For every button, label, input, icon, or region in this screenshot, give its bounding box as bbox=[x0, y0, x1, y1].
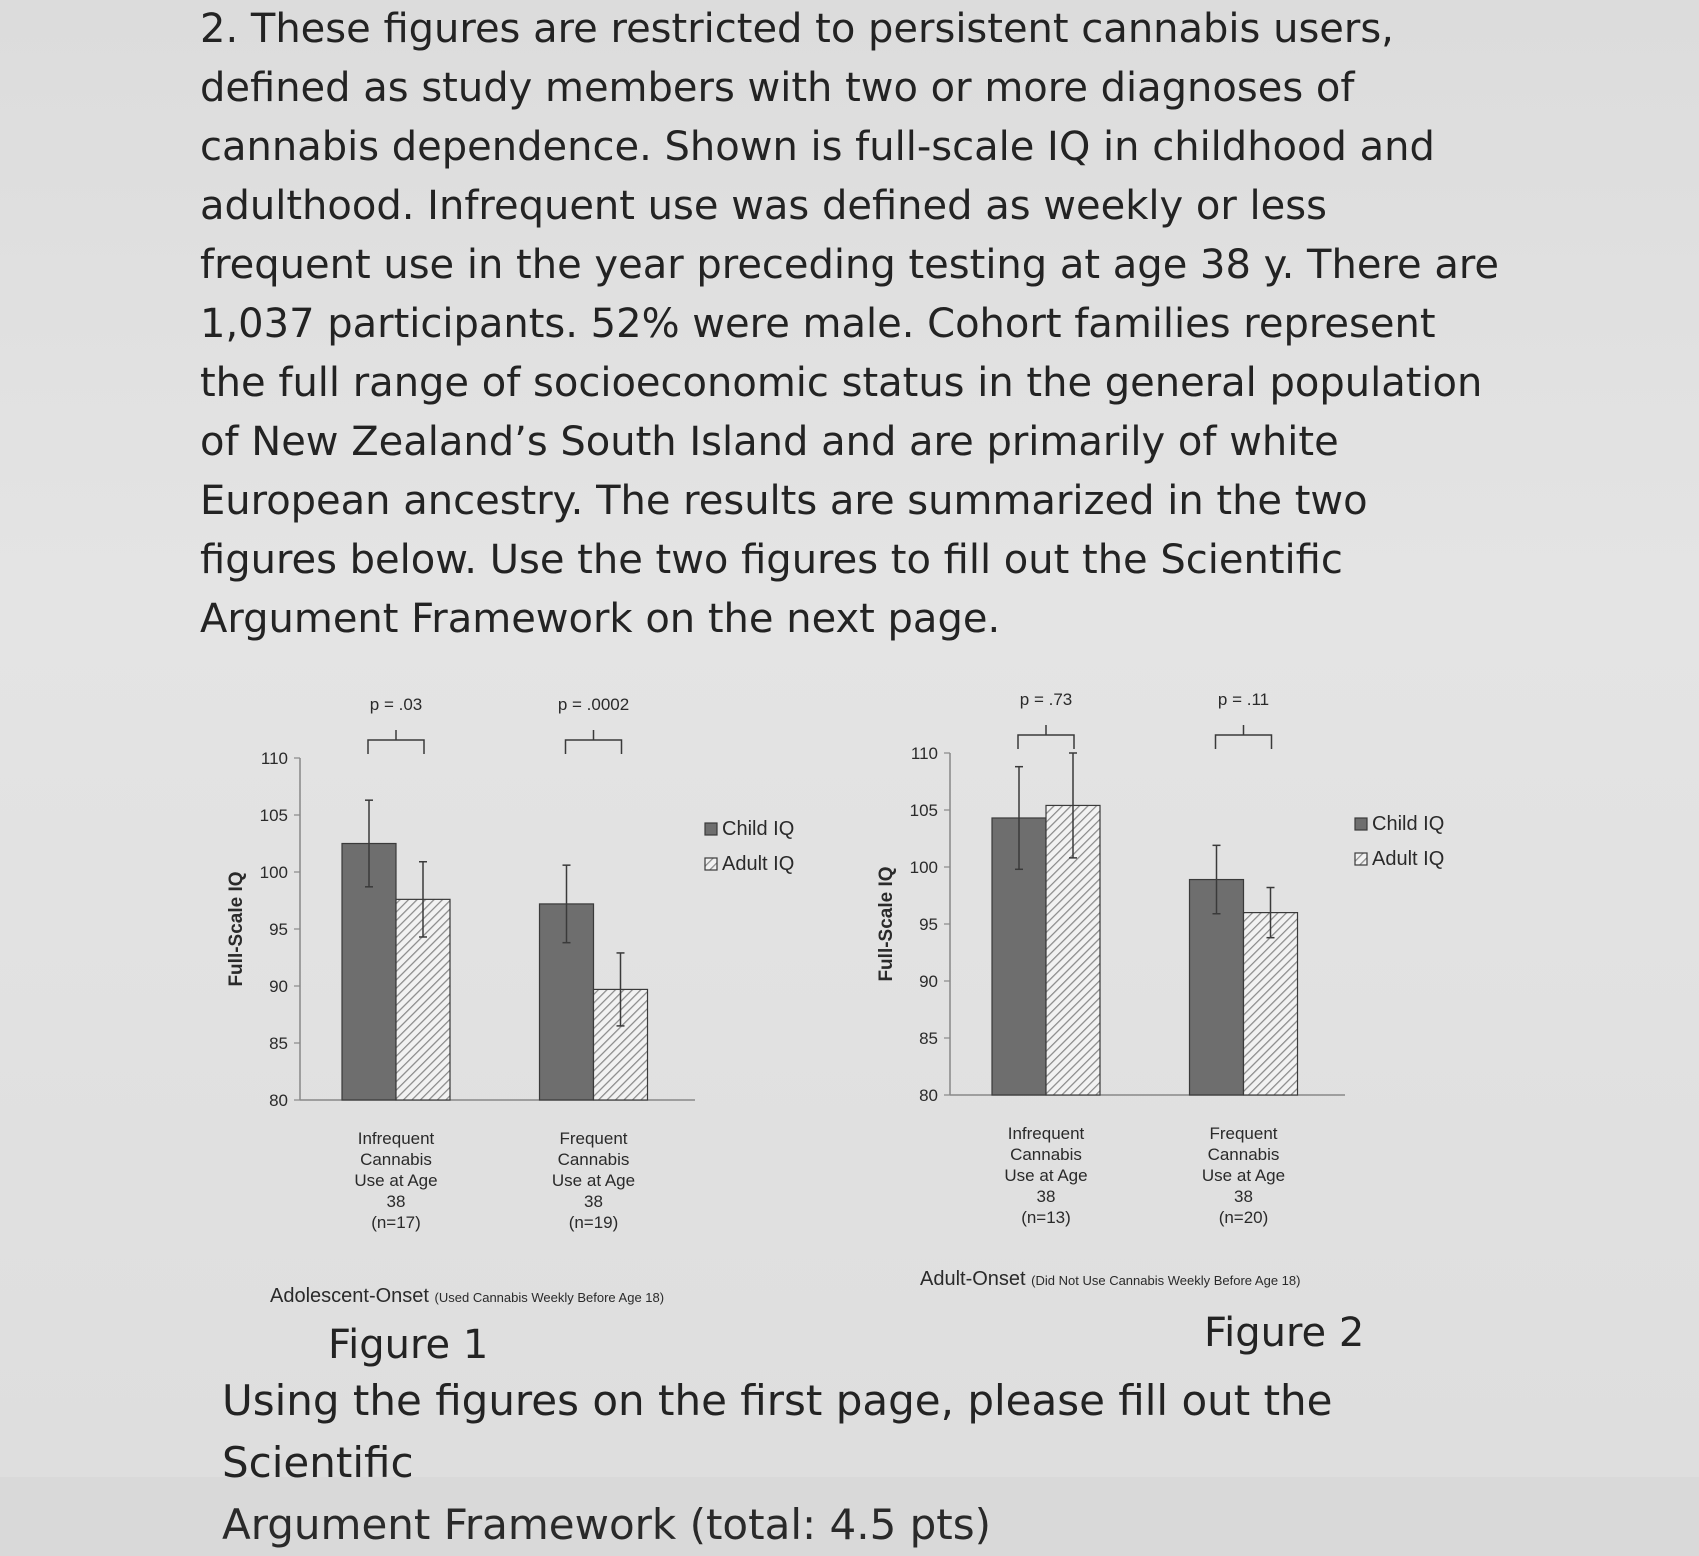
footer-line-1: Using the figures on the first page, please fill out the Scientific bbox=[222, 1376, 1333, 1487]
legend-label: Adult IQ bbox=[1372, 848, 1445, 870]
p-value-label: p = .0002 bbox=[557, 695, 630, 714]
p-value-label: p = .11 bbox=[1217, 690, 1270, 709]
category-label: Cannabis bbox=[360, 1150, 432, 1169]
category-label: (n=19) bbox=[568, 1213, 619, 1232]
chart-2-svg bbox=[860, 685, 1500, 1315]
subtitle-note: (Used Cannabis Weekly Before Age 18) bbox=[434, 1290, 665, 1305]
subtitle-main: Adolescent-Onset bbox=[270, 1285, 435, 1307]
legend-label: Child IQ bbox=[722, 818, 795, 840]
chart-1-svg bbox=[210, 690, 850, 1320]
category-label: Frequent bbox=[1209, 1124, 1278, 1143]
footer-line-2: Argument Framework (total: 4.5 pts) bbox=[222, 1500, 992, 1549]
legend-swatch bbox=[705, 858, 717, 870]
y-tick-label: 90 bbox=[269, 977, 288, 996]
chart-subtitle bbox=[920, 1268, 1300, 1290]
category-label: 38 bbox=[584, 1192, 603, 1211]
category-label: Cannabis bbox=[1010, 1145, 1082, 1164]
y-tick-label: 95 bbox=[919, 915, 938, 934]
y-tick-label: 100 bbox=[909, 858, 938, 877]
category-label: 38 bbox=[1234, 1187, 1253, 1206]
figure-2-chart bbox=[860, 685, 1500, 1315]
y-tick-label: 100 bbox=[259, 863, 288, 882]
bar-adult-iq bbox=[1244, 913, 1298, 1095]
y-axis-label: Full-Scale IQ bbox=[226, 871, 247, 987]
significance-bracket bbox=[1018, 725, 1074, 749]
y-tick-label: 85 bbox=[919, 1029, 938, 1048]
subtitle-main: Adult-Onset bbox=[920, 1268, 1032, 1290]
category-label: (n=13) bbox=[1021, 1208, 1071, 1227]
figure-1-caption: Figure 1 bbox=[328, 1322, 489, 1368]
category-label: Cannabis bbox=[557, 1150, 630, 1169]
category-label: Infrequent bbox=[1007, 1124, 1085, 1143]
category-label: (n=20) bbox=[1218, 1208, 1269, 1227]
significance-bracket bbox=[368, 730, 424, 754]
p-value-label: p = .73 bbox=[1019, 690, 1073, 709]
y-tick-label: 90 bbox=[919, 972, 938, 991]
y-tick-label: 105 bbox=[909, 801, 938, 820]
figure-2-caption: Figure 2 bbox=[1204, 1310, 1365, 1356]
footer-instructions bbox=[222, 1370, 1522, 1556]
legend-swatch bbox=[705, 823, 717, 835]
category-label: (n=17) bbox=[371, 1213, 421, 1232]
chart-subtitle bbox=[270, 1285, 664, 1307]
p-value-label: p = .03 bbox=[369, 695, 423, 714]
figure-1-chart bbox=[210, 690, 850, 1320]
category-label: Infrequent bbox=[357, 1129, 435, 1148]
y-tick-label: 80 bbox=[269, 1091, 288, 1110]
legend-swatch bbox=[1355, 853, 1367, 865]
category-label: Use at Age bbox=[1004, 1166, 1088, 1185]
category-label: Use at Age bbox=[354, 1171, 438, 1190]
subtitle-note: (Did Not Use Cannabis Weekly Before Age 18) bbox=[1031, 1273, 1301, 1288]
category-label: Frequent bbox=[559, 1129, 628, 1148]
significance-bracket bbox=[566, 730, 622, 754]
category-label: Use at Age bbox=[1201, 1166, 1286, 1185]
y-tick-label: 110 bbox=[260, 749, 288, 768]
category-label: Use at Age bbox=[551, 1171, 636, 1190]
y-tick-label: 105 bbox=[259, 806, 288, 825]
y-tick-label: 85 bbox=[269, 1034, 288, 1053]
significance-bracket bbox=[1216, 725, 1272, 749]
question-text: 2. These figures are restricted to persistent cannabis users, defined as study members with two or more diagnoses of cannabis dependence. Shown is full-scale IQ in childhood and adulthood. Infrequent use was defined as weekly or less frequent use in the year preceding testing at age 38 y. There are 1,037 participants. 52% were male. Cohort families represent the full range of socioeconomic status in the general population of New Zealand’s South Island and are primarily of white European ancestry. The results are summarized in the two figures below. Use the two figures to fill out the Scientific Argument Framework on the next page. bbox=[200, 6, 1500, 642]
y-tick-label: 95 bbox=[269, 920, 288, 939]
legend-label: Adult IQ bbox=[722, 853, 795, 875]
category-label: 38 bbox=[1036, 1187, 1056, 1206]
legend-swatch bbox=[1355, 818, 1367, 830]
y-tick-label: 80 bbox=[919, 1086, 938, 1105]
y-tick-label: 110 bbox=[910, 744, 938, 763]
legend-label: Child IQ bbox=[1372, 813, 1445, 835]
y-axis-label: Full-Scale IQ bbox=[876, 866, 897, 982]
category-label: 38 bbox=[386, 1192, 406, 1211]
category-label: Cannabis bbox=[1207, 1145, 1280, 1164]
